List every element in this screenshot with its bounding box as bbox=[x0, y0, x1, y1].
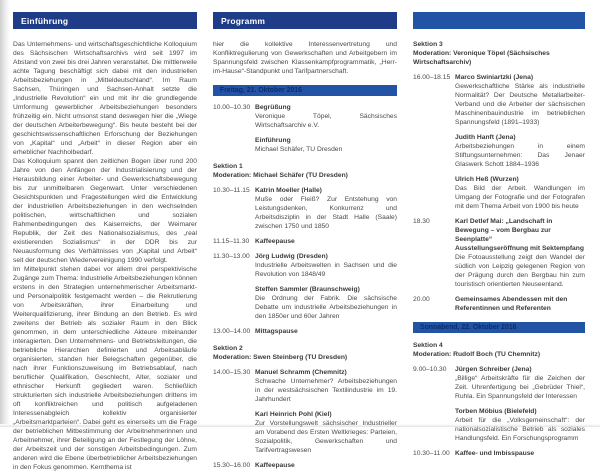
row-time: 18.30 bbox=[413, 218, 430, 225]
schedule-friday-part2 bbox=[413, 40, 585, 458]
program-entry bbox=[455, 217, 585, 289]
schedule-row bbox=[213, 368, 397, 455]
program-entry bbox=[455, 365, 585, 401]
program-entry bbox=[455, 407, 585, 443]
speaker-name: Judith Hanft (Jena) bbox=[455, 134, 516, 141]
row-time: 15.30–16.00 bbox=[213, 462, 251, 469]
break-label: Kaffeepause bbox=[255, 462, 295, 469]
schedule-row bbox=[413, 449, 585, 458]
break-label: Kaffeepause bbox=[255, 238, 295, 245]
row-time: 11.30–13.00 bbox=[213, 253, 250, 260]
section-header bbox=[413, 40, 585, 67]
break-label: Mittagspause bbox=[255, 328, 298, 335]
program-entry bbox=[455, 175, 585, 211]
row-time: 10.00–10.30 bbox=[213, 104, 251, 111]
program-entry bbox=[455, 449, 585, 458]
schedule-row bbox=[413, 295, 585, 313]
intro-header-bar bbox=[13, 12, 197, 29]
talk-description: Industrielle Arbeitswelten in Sachsen und die Revolution von 1848/49 bbox=[255, 262, 397, 278]
event-description: Die Fotoausstellung zeigt den Wandel der südlich von Leipzig gelegenen Region von der Prägung durch den Bergbau hin zum touristisch orientierten Neuseenland. bbox=[455, 254, 585, 288]
entry-description: Veronique Töpel, Sächsisches Wirtschaftsarchiv e.V. bbox=[255, 113, 397, 129]
section-header bbox=[213, 344, 397, 362]
right-top-bar bbox=[413, 12, 585, 29]
talk-description: Das Bild der Arbeit. Wandlungen im Umgang der Fotografie und der Fotografen mit dem Thema Arbeit von 1900 bis heute bbox=[455, 185, 585, 210]
section-title: Sektion 1 bbox=[213, 163, 243, 170]
row-time: 11.15–11.30 bbox=[213, 238, 250, 245]
program-entry bbox=[255, 252, 397, 279]
program-header-bar bbox=[213, 12, 397, 29]
row-time: 16.00–18.15 bbox=[413, 74, 451, 81]
schedule-friday-part1 bbox=[213, 103, 397, 470]
section-title: Sektion 2 bbox=[213, 345, 243, 352]
program-entry bbox=[255, 186, 397, 231]
entry-title: Begrüßung bbox=[255, 104, 291, 111]
talk-description: Muße oder Fleiß? Zur Entstehung von Leistungsdenken, Konkurrenz und Arbeitsdisziplin in der Stadt Halle (Saale) zwischen 1750 und 1850 bbox=[255, 196, 397, 230]
program-entry bbox=[255, 327, 397, 336]
program-entry bbox=[455, 73, 585, 127]
program-entry bbox=[255, 103, 397, 130]
talk-description: Schwache Unternehmer? Arbeitsbeziehungen in der westsächsischen Textilindustrie im 19. Jahrhundert bbox=[255, 378, 397, 403]
row-time: 9.00–10.30 bbox=[413, 366, 447, 373]
event-subtitle: Ausstellungseröffnung mit Sektempfang bbox=[455, 245, 584, 252]
speaker-name: Manuel Schramm (Chemnitz) bbox=[255, 369, 347, 376]
entry-title: Einführung bbox=[255, 137, 291, 144]
event-title: Karl Detlef Mai: „Landschaft in Bewegung – vom Bergbau zur Seenplatte“ bbox=[455, 218, 553, 243]
date-bar-saturday bbox=[413, 322, 585, 333]
program-entry bbox=[255, 237, 397, 246]
program-entry bbox=[455, 295, 585, 313]
row-time: 13.00–14.00 bbox=[213, 328, 251, 335]
program-title: Programm bbox=[221, 15, 266, 26]
date-saturday: Sonnabend, 22. Oktober 2016 bbox=[420, 324, 517, 331]
speaker-name: Marco Swiniartzki (Jena) bbox=[455, 74, 534, 81]
section-moderation: Moderation: Swen Steinberg (TU Dresden) bbox=[213, 354, 348, 361]
schedule-row bbox=[213, 186, 397, 231]
intro-paragraph-3: Im Mittelpunkt stehen dabei vor allem drei perspektivische Zugänge zum Thema: Industrielle Arbeitsbeziehungen können erstens in den Strategien unternehmerischer Arbeitsmarkt- und Personalpolitik festgemacht werden – die Rekrutierung von Arbeitskräften, ihrer Einarbeitung und Weiterqualifizierung, ihrer Bindung an den Betrieb. Es wird zweitens der Betrieb als sozialer Raum in den Blick genommen, in dem unterschiedliche Akteure miteinander interagierten. Den Unternehmens- und Betriebsleitungen, die betriebliche Hierarchien definierten und Arbeitsabläufe organisierten, standen hier Belegschaften gegenüber, die nach ihrer Funktionszuweisung im Betriebsablauf, nach beruflicher Qualifikation, Geschlecht, Alter, sozialer und ethnischer Herkunft gegliedert waren. Schließlich strukturierten sich industrielle Arbeitsbeziehungen drittens im oft konfliktreichen und politisch aufgeladenen Interessenabgleich kollektiv organisierter „Arbeitsmarktparteien“. Dabei geht es einerseits um die Frage der betrieblichen Mitbestimmung der Arbeitnehmerinnen und Arbeitnehmer, ihrer Beteiligung an der Festlegung der Löhne, der Arbeitszeit und der sonstigen Arbeitsbedingungen. Zum anderen wird die Ebene überbetrieblicher Arbeitsbeziehungen in den Fokus genommen. Kernthema ist bbox=[13, 266, 197, 471]
speaker-name: Jörg Ludwig (Dresden) bbox=[255, 253, 328, 260]
row-time: 10.30–11.00 bbox=[413, 450, 450, 457]
section-title: Sektion 3 bbox=[413, 41, 443, 48]
program-entry bbox=[255, 410, 397, 455]
schedule-row bbox=[213, 252, 397, 321]
section-moderation: Moderation: Michael Schäfer (TU Dresden) bbox=[213, 172, 348, 179]
intro-column bbox=[13, 12, 197, 472]
section-moderation: Moderation: Veronique Töpel (Sächsisches Wirtschaftsarchiv) bbox=[413, 50, 550, 66]
page-edge-shadow bbox=[0, 0, 10, 427]
speaker-name: Torben Möbius (Bielefeld) bbox=[455, 408, 537, 415]
talk-description: Zur Vorstellungswelt sächsischer Industrieller am Vorabend des Ersten Weltkrieges: Parteien, Sozialpolitik, Gewerkschaften und Tarifvertragswesen bbox=[255, 420, 397, 454]
program-column-continued bbox=[413, 12, 585, 464]
section-title: Sektion 4 bbox=[413, 342, 443, 349]
program-entry bbox=[455, 133, 585, 169]
schedule-row bbox=[213, 327, 397, 336]
section-header bbox=[413, 341, 585, 359]
date-bar-friday bbox=[213, 85, 397, 96]
intro-paragraph-1: Das Unternehmens- und wirtschaftsgeschichtliche Kolloquium des Sächsischen Wirtschaftsarchivs wird seit 1997 im Abstand von zwei bis drei Jahren veranstaltet. Die mittlerweile achte Tagung beschäftigt sich dabei mit den industriellen Arbeitsbeziehungen in „Mitteldeutschland“. Im Raum Sachsen, Thüringen und Sachsen-Anhalt setzte die „Industrielle Revolution“ ein und mit ihr die grundlegende Umformung gewerblicher Arbeitsbeziehungen besonders frühzeitig ein. Nicht umsonst stand deswegen hier die „Wiege der deutschen Arbeiterbewegung“. Bis heute besteht bei der geschichtswissenschaftlichen Erforschung der Beziehungen von „Kapital“ und „Arbeit“ in dieser Region aber ein erheblicher Nachholbedarf. bbox=[13, 41, 197, 156]
talk-description: Gewerkschaftliche Stärke als industrielle Normalität? Der Deutsche Metallarbeiter-Verband und die Arbeiter der sächsischen Maschinenbauindustrie im betrieblichen Spannungsfeld (1891–1933) bbox=[455, 83, 585, 126]
schedule-row bbox=[213, 461, 397, 470]
intro-title: Einführung bbox=[21, 15, 69, 26]
speaker-name: Steffen Sammler (Braunschweig) bbox=[255, 286, 360, 293]
row-time: 10.30–11.15 bbox=[213, 187, 250, 194]
talk-description: Die Ordnung der Fabrik. Die sächsische Debatte um industrielle Arbeitsbeziehungen in den 1850er und 60er Jahren bbox=[255, 295, 397, 320]
talk-description: Arbeitsbeziehungen in einem Stiftungsunternehmen: Das Jenaer Glaswerk Schott 1884–1936 bbox=[455, 143, 585, 168]
program-entry bbox=[255, 136, 397, 154]
talk-description: Arbeit für die „Volksgemeinschaft“: der nationalsozialistische Betrieb als soziales Handlungsfeld. Ein Forschungsprogramm bbox=[455, 417, 585, 442]
speaker-name: Katrin Moeller (Halle) bbox=[255, 187, 322, 194]
schedule-row bbox=[413, 217, 585, 289]
break-label: Kaffee- und Imbisspause bbox=[455, 450, 535, 457]
entry-description: Michael Schäfer, TU Dresden bbox=[255, 146, 343, 153]
date-friday: Freitag, 21. Oktober 2016 bbox=[220, 87, 302, 94]
speaker-name: Karl Heinrich Pohl (Kiel) bbox=[255, 411, 332, 418]
talk-description: „Billige“ Arbeitskräfte für die Zeichen der Zeit. Uhrenfertigung bei „Gebrüder Thiel“, Ruhla. Ein Spannungsfeld der Interessen bbox=[455, 375, 585, 400]
speaker-name: Jürgen Schreiber (Jena) bbox=[455, 366, 532, 373]
section-header bbox=[213, 162, 397, 180]
program-entry bbox=[255, 285, 397, 321]
schedule-row bbox=[413, 365, 585, 443]
row-time: 14.00–15.30 bbox=[213, 369, 251, 376]
schedule-row bbox=[413, 73, 585, 211]
section-moderation: Moderation: Rudolf Boch (TU Chemnitz) bbox=[413, 351, 541, 358]
program-entry bbox=[255, 368, 397, 404]
program-intro-continuation: hier die kollektive Interessenvertretung und Konfliktregulierung von Gewerkschaften und Arbeitgebern im Spannungsfeld zwischen Klassenkampfprogrammatik, „Herr-im-Hause“-Standpunkt und Tarifpartnerschaft. bbox=[213, 41, 397, 75]
schedule-row bbox=[213, 237, 397, 246]
event-title: Gemeinsames Abendessen mit den Referentinnen und Referenten bbox=[455, 296, 568, 312]
schedule-row bbox=[213, 103, 397, 154]
speaker-name: Ulrich Heß (Wurzen) bbox=[455, 176, 519, 183]
row-time: 20.00 bbox=[413, 296, 430, 303]
program-entry bbox=[255, 461, 397, 470]
intro-paragraph-2: Das Kolloquium spannt den zeitlichen Bogen über rund 200 Jahre von den Anfängen der Industrialisierung und der Herausbildung einer Arbeiter- und Gewerkschaftsbewegung bis zur unmittelbaren Gegenwart. Unter verschiedenen Gesichtspunkten und Fragestellungen wird die Entwicklung der industriellen Arbeitsbeziehungen in den wechselnden politischen, wirtschaftlichen und sozialen Rahmenbedingungen des Kaiserreichs, der Weimarer Republik, der Zeit des Nationalsozialismus, des „real existierenden Sozialismus“ in der DDR bis zur Neuausformung des Verhältnisses von „Kapital und Arbeit“ seit der deutschen Wiedervereinigung 1990 verfolgt. bbox=[13, 158, 197, 264]
program-column bbox=[213, 12, 397, 476]
